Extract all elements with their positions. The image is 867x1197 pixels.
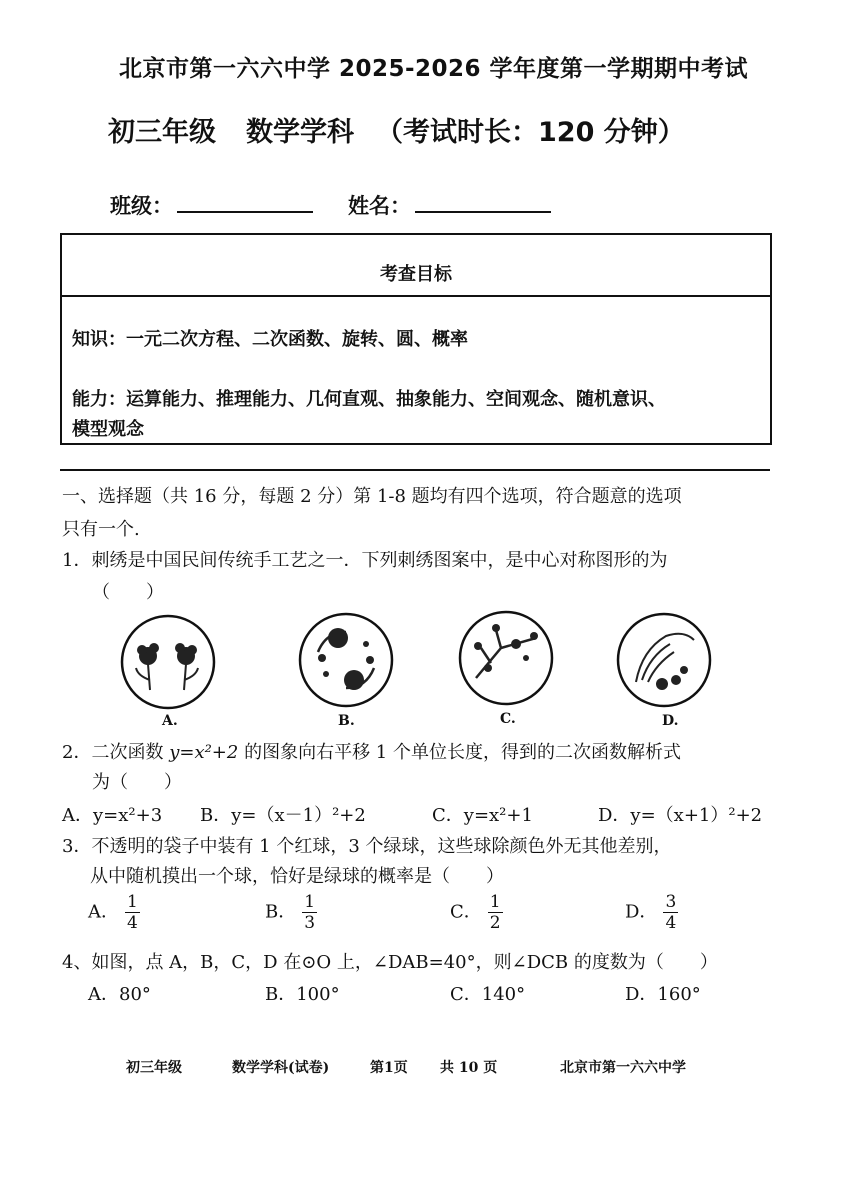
q3-option-a-denominator: 4 xyxy=(127,913,138,933)
embroidery-wreath-icon xyxy=(296,610,396,710)
q2-function: y=x²+2 xyxy=(169,742,239,763)
class-field[interactable] xyxy=(110,190,313,220)
q3-option-d[interactable] xyxy=(625,892,678,933)
q2-stem-post: 的图象向右平移 1 个单位长度，得到的二次函数解析式 xyxy=(238,742,681,763)
name-label: 姓名： xyxy=(348,194,411,218)
q2-stem-pre: 2．二次函数 xyxy=(62,742,170,763)
q2-stem-line1 xyxy=(62,738,681,764)
grade-label: 初三年级 xyxy=(108,117,216,148)
q4-option-d[interactable]: D．160° xyxy=(625,984,701,1005)
exam-title: 北京市第一六六中学 2025-2026 学年度第一学期期中考试 xyxy=(118,56,749,82)
q3-option-c-numerator: 1 xyxy=(489,892,501,912)
embroidery-flowers-icon xyxy=(118,612,218,712)
class-label: 班级： xyxy=(110,194,173,218)
q1-label-c: C. xyxy=(500,711,516,727)
objectives-box xyxy=(60,233,772,445)
q3-option-d-label: D． xyxy=(625,901,658,923)
embroidery-branch-icon xyxy=(456,608,556,708)
q1-label-b: B. xyxy=(338,713,355,729)
section-divider xyxy=(60,469,770,471)
q3-option-c[interactable] xyxy=(450,892,503,933)
q3-option-b-fraction xyxy=(302,892,317,933)
q4-option-b[interactable]: B．100° xyxy=(265,984,340,1005)
objectives-heading: 考查目标 xyxy=(62,235,770,297)
q3-option-d-numerator: 3 xyxy=(665,892,677,912)
objectives-ability-line2: 模型观念 xyxy=(72,419,144,440)
footer-subject: 数学学科(试卷) xyxy=(232,1060,330,1076)
q4-option-c[interactable]: C．140° xyxy=(450,984,526,1005)
q3-option-d-fraction xyxy=(663,892,678,933)
q1-label-d: D. xyxy=(662,713,679,729)
q1-label-a: A. xyxy=(162,713,178,729)
q1-stem-line1: 1．刺绣是中国民间传统手工艺之一．下列刺绣图案中，是中心对称图形的为 xyxy=(62,550,668,571)
subject-label: 数学学科 xyxy=(246,117,354,148)
q3-option-b[interactable] xyxy=(265,892,317,933)
duration-label: （考试时长：120 分钟） xyxy=(376,117,685,148)
q3-option-d-denominator: 4 xyxy=(665,913,677,933)
q3-option-b-denominator: 3 xyxy=(304,913,316,933)
footer-page: 第1页 xyxy=(370,1060,408,1076)
q3-stem-line2: 从中随机摸出一个球，恰好是绿球的概率是（ ） xyxy=(90,866,504,887)
q2-stem-line2: 为（ ） xyxy=(92,772,182,793)
q4-stem: 4、如图，点 A，B，C，D 在⊙O 上，∠DAB=40°，则∠DCB 的度数为（ ） xyxy=(62,952,718,973)
q3-option-a-label: A． xyxy=(88,901,119,923)
q3-option-a-numerator: 1 xyxy=(127,892,138,912)
q2-option-d[interactable]: D．y=（x+1）²+2 xyxy=(598,805,763,826)
q3-option-c-fraction xyxy=(488,892,503,933)
q2-option-b[interactable]: B．y=（x－1）²+2 xyxy=(200,805,366,826)
q2-option-a[interactable]: A．y=x²+3 xyxy=(62,805,163,826)
q3-option-a-fraction xyxy=(125,892,140,933)
q3-option-b-label: B． xyxy=(265,901,297,923)
class-blank[interactable] xyxy=(177,201,313,213)
q3-option-c-denominator: 2 xyxy=(489,913,501,933)
footer-school: 北京市第一六六中学 xyxy=(560,1060,686,1076)
q4-option-a[interactable]: A．80° xyxy=(88,984,151,1005)
q2-option-c[interactable]: C．y=x²+1 xyxy=(432,805,533,826)
name-field[interactable] xyxy=(348,190,551,220)
footer-total: 共 10 页 xyxy=(440,1060,498,1076)
q1-stem-line2: （ ） xyxy=(92,582,164,603)
objectives-ability-line1: 能力：运算能力、推理能力、几何直观、抽象能力、空间观念、随机意识、 xyxy=(72,389,666,410)
q3-option-a[interactable] xyxy=(88,892,140,933)
q3-stem-line1: 3．不透明的袋子中装有 1 个红球，3 个绿球，这些球除颜色外无其他差别， xyxy=(62,836,672,857)
embroidery-bird-icon xyxy=(614,610,714,710)
q3-option-b-numerator: 1 xyxy=(304,892,316,912)
footer-grade: 初三年级 xyxy=(126,1060,182,1076)
name-blank[interactable] xyxy=(415,201,551,213)
q3-option-c-label: C． xyxy=(450,901,482,923)
objectives-knowledge: 知识：一元二次方程、二次函数、旋转、圆、概率 xyxy=(72,329,468,350)
exam-subtitle xyxy=(108,110,685,149)
section1-intro-line1: 一、选择题（共 16 分，每题 2 分）第 1-8 题均有四个选项，符合题意的选项 xyxy=(62,486,682,507)
section1-intro-line2: 只有一个. xyxy=(62,519,140,540)
